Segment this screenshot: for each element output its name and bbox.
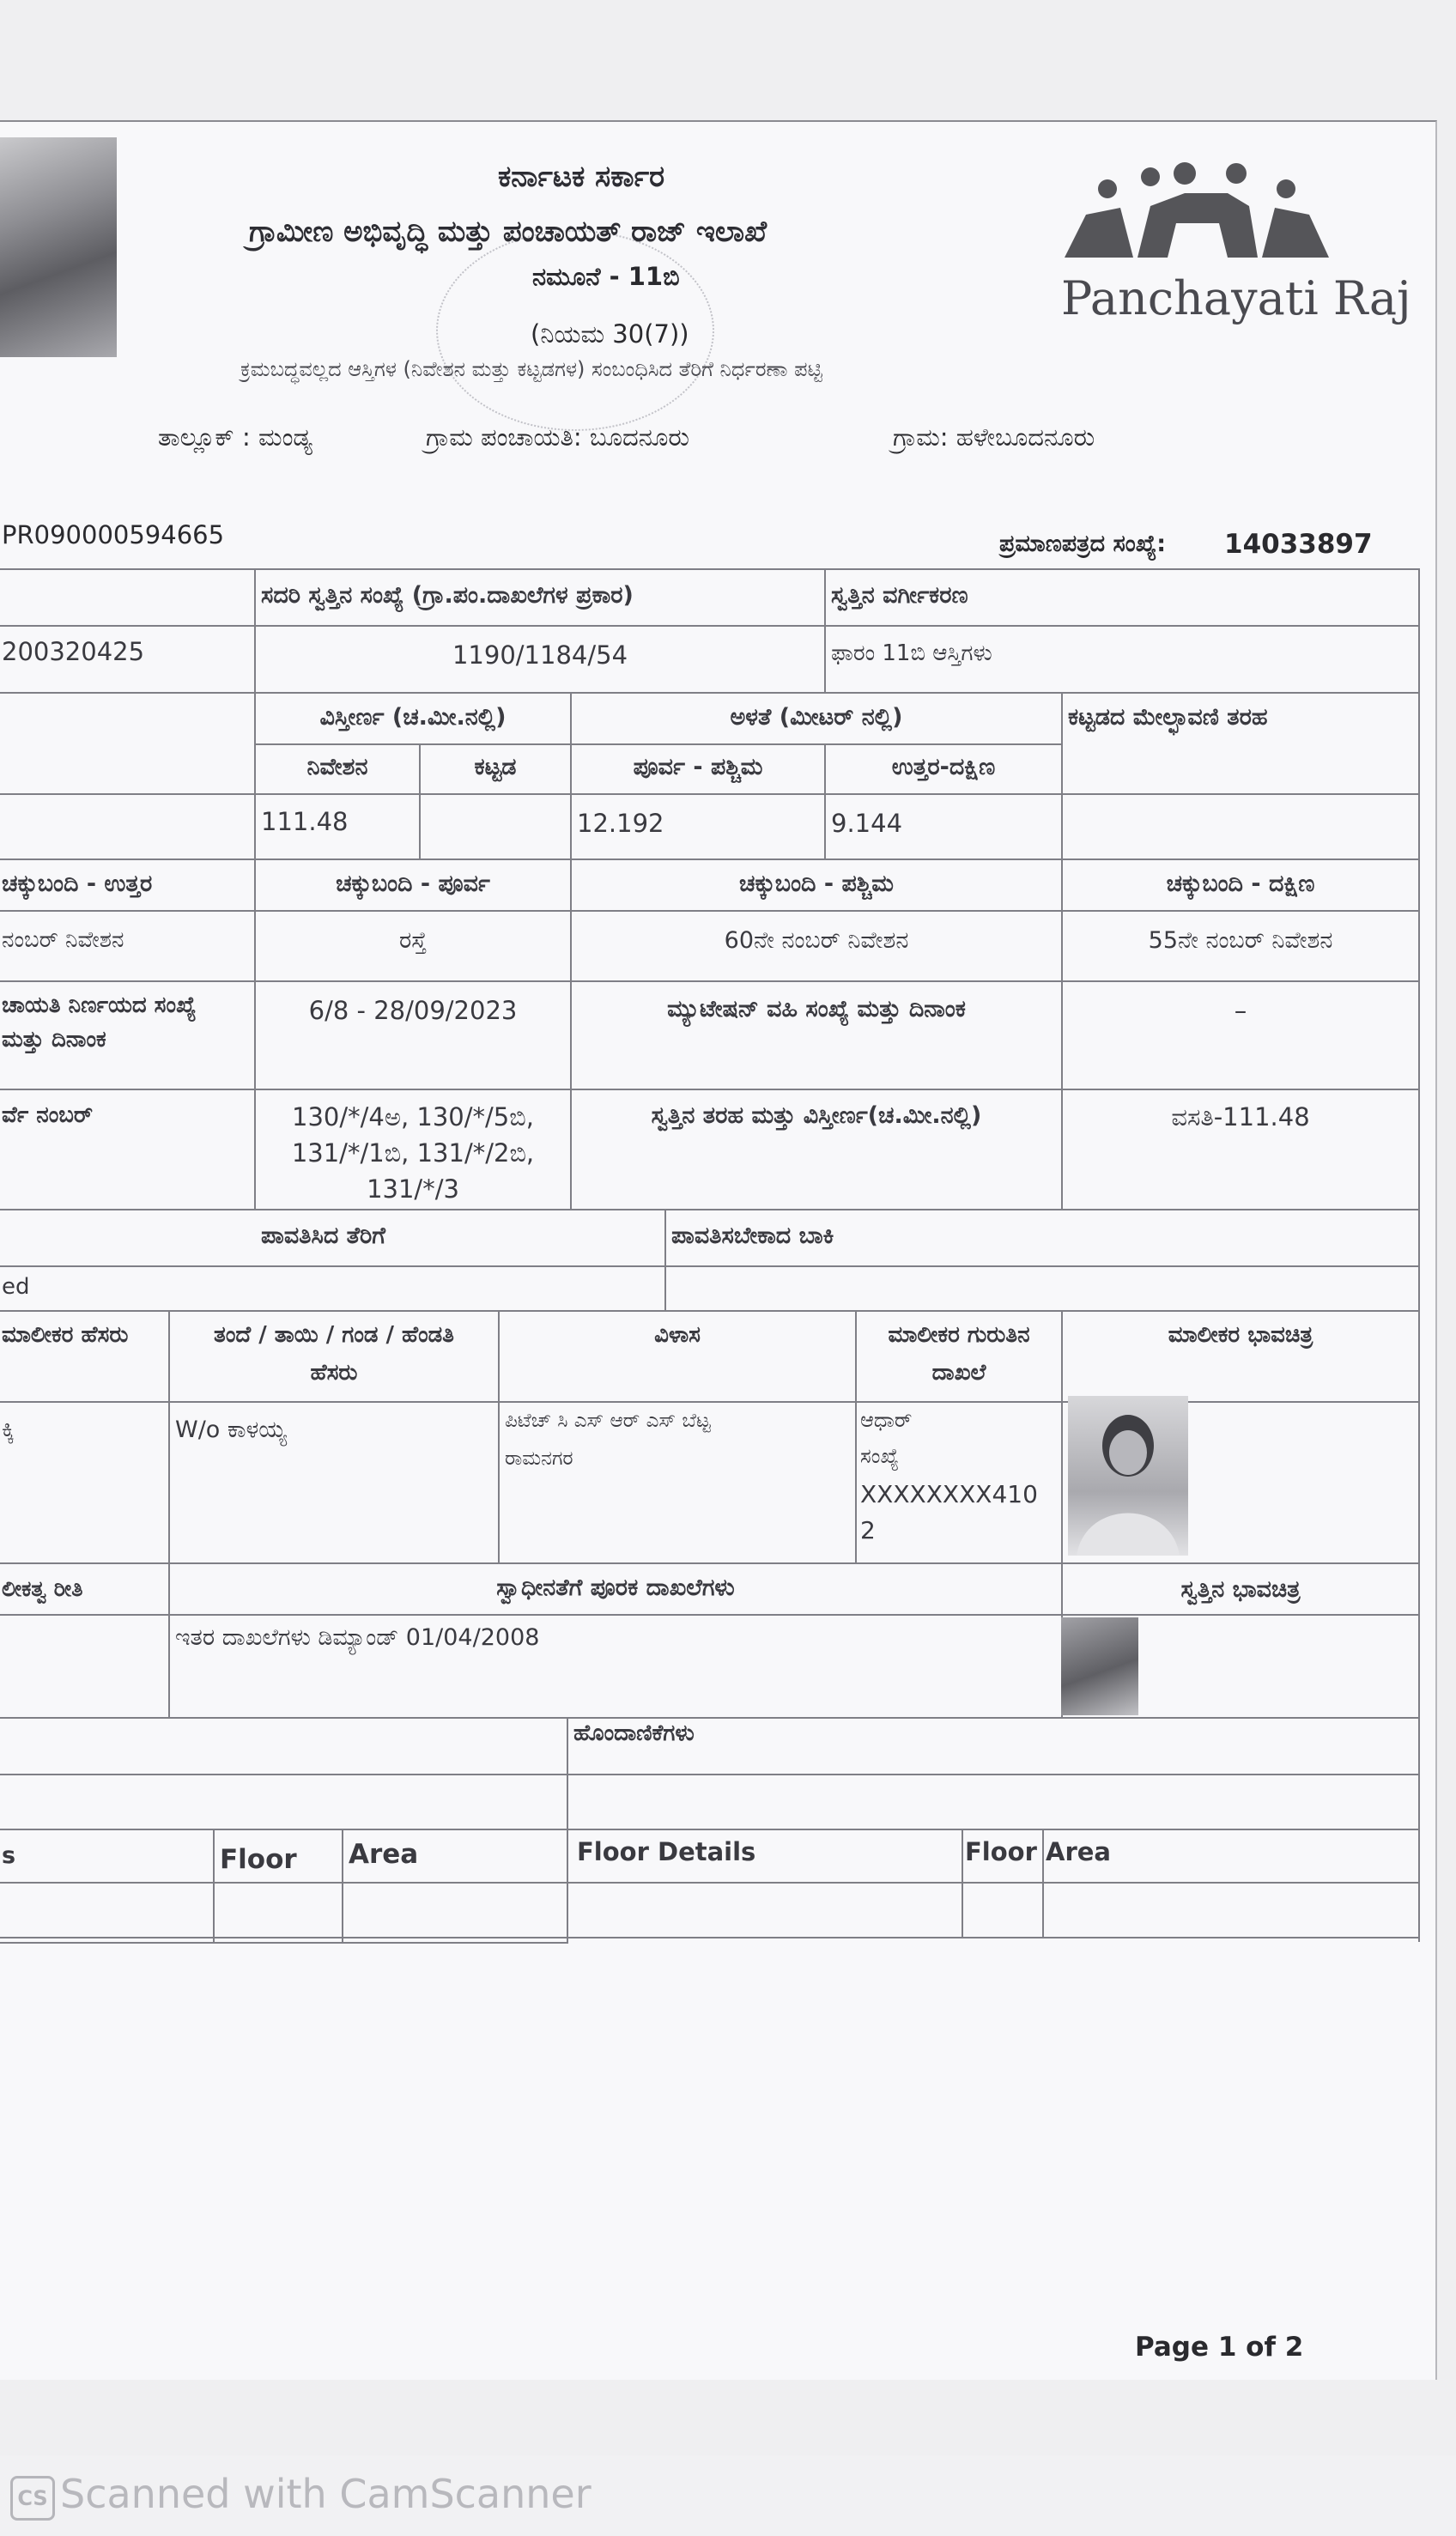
tax-side-label: ed (2, 1274, 30, 1300)
address-header: ವಿಳಾಸ (654, 1322, 701, 1348)
boundary-east-header: ಚಕ್ಕುಬಂದಿ - ಪೂರ್ವ (336, 871, 490, 897)
relative-name-header: ತಂದೆ / ತಾಯಿ / ಗಂಡ / ಹೆಂಡತಿ (214, 1322, 454, 1348)
site-header: ನಿವೇಶನ (306, 754, 368, 780)
relative-name-header-2: ಹೆಸರು (310, 1360, 358, 1386)
east-west-value: 12.192 (577, 809, 664, 838)
camscanner-logo-icon: CS (10, 2476, 55, 2521)
north-south-value: 9.144 (831, 809, 903, 838)
boundary-north: ನಂಬರ್ ನಿವೇಶನ (2, 927, 124, 953)
property-photo-header: ಸ್ವತ್ತಿನ ಭಾವಚಿತ್ರ (1180, 1576, 1301, 1603)
certificate-label: ಪ್ರಮಾಣಪತ್ರದ ಸಂಖ್ಯೆ: (999, 531, 1166, 557)
boundary-south-header: ಚಕ್ಕುಬಂದಿ - ದಕ್ಷಿಣ (1166, 871, 1315, 897)
owner-address-1: ಪಿಟೆಚ್ ಸಿ ಎಸ್ ಆರ್ ಎಸ್ ಬೆಟ್ಟ (505, 1410, 711, 1432)
panchayati-raj-logo-icon (1056, 155, 1331, 266)
boundary-west: 60ನೇ ನಂಬರ್ ನಿವೇಶನ (724, 927, 909, 954)
owner-photo (1068, 1396, 1188, 1556)
east-west-header: ಪೂರ್ವ - ಪಶ್ಚಿಮ (633, 754, 763, 780)
tax-paid-header: ಪಾವತಿಸಿದ ತೆರಿಗೆ (261, 1222, 385, 1249)
owner-name-header: ಮಾಲೀಕರ ಹೆಸರು (2, 1322, 129, 1348)
floor-col-right-floor: Floor (965, 1837, 1037, 1866)
property-number-header: ಸದರಿ ಸ್ವತ್ತಿನ ಸಂಖ್ಯೆ (ಗ್ರಾ.ಪಂ.ದಾಖಲೆಗಳ ಪ್ರಕಾರ) (261, 582, 634, 609)
roof-type-header: ಕಟ್ಟಡದ ಮೇಲ್ಛಾವಣಿ ತರಹ (1068, 704, 1268, 731)
owner-photo-header: ಮಾಲೀಕರ ಭಾವಚಿತ್ರ (1168, 1322, 1313, 1348)
supporting-docs-header: ಸ್ವಾಧೀನತೆಗೆ ಪೂರಕ ದಾಖಲೆಗಳು (496, 1574, 735, 1601)
property-class-header: ಸ್ವತ್ತಿನ ವರ್ಗೀಕರಣ (831, 582, 968, 609)
camscanner-watermark: Scanned with CamScanner (60, 2471, 592, 2517)
relative-name: W/o ಕಾಳಯ್ಯ (175, 1417, 287, 1443)
building-header: ಕಟ್ಟಡ (474, 754, 517, 780)
survey-line-3: 131/*/3 (367, 1174, 459, 1204)
property-class: ಫಾರಂ 11ಬಿ ಆಸ್ತಿಗಳು (831, 640, 992, 666)
north-south-header: ಉತ್ತರ-ದಕ್ಷಿಣ (891, 754, 996, 780)
rule-number: (ನಿಯಮ 30(7)) (531, 319, 689, 349)
boundary-east: ರಸ್ತೆ (399, 927, 427, 954)
document-page (0, 120, 1437, 2380)
property-id: PR090000594665 (2, 520, 225, 549)
form-number: ನಮೂನೆ - 11ಬಿ (532, 262, 680, 291)
floor-col-left-area: Area (349, 1839, 419, 1870)
owner-id-type: ಆಧಾರ್ (860, 1408, 913, 1432)
property-photo (1061, 1617, 1138, 1715)
karnataka-emblem (0, 137, 117, 357)
owner-id-header-2: ದಾಖಲೆ (931, 1360, 986, 1386)
dimension-header: ಅಳತೆ (ಮೀಟರ್ ನಲ್ಲಿ) (730, 704, 903, 731)
resolution-header: ಚಾಯತಿ ನಿರ್ಣಯದ ಸಂಖ್ಯೆ (2, 992, 197, 1018)
owner-name: ಕ್ಕಿ (2, 1417, 15, 1442)
owner-address-2: ರಾಮನಗರ (505, 1447, 573, 1470)
dept-title: ಗ್ರಾಮೀಣ ಅಭಿವೃದ್ಧಿ ಮತ್ತು ಪಂಚಾಯತ್ ರಾಜ್ ಇಲಾಖೆ (249, 215, 767, 249)
boundary-north-header: ಚಕ್ಕುಬಂದಿ - ಉತ್ತರ (2, 871, 153, 897)
mutation-value: – (1234, 996, 1247, 1025)
resolution-value: 6/8 - 28/09/2023 (308, 996, 518, 1025)
boundary-south: 55ನೇ ನಂಬರ್ ನಿವೇಶನ (1148, 927, 1333, 954)
coordinates-header: ಹೊಂದಾಣಿಕೆಗಳು (573, 1720, 695, 1746)
floor-col-left-floor: Floor (220, 1844, 297, 1875)
village-label: ಗ್ರಾಮ: ಹಳೇಬೂದನೂರು (893, 422, 1095, 452)
taluk-label: ತಾಲ್ಲೂಕ್ : ಮಂಡ್ಯ (158, 422, 312, 452)
site-area: 111.48 (261, 807, 349, 836)
owner-id-number-2: 2 (860, 1516, 876, 1544)
govt-title: ಕರ್ನಾಟಕ ಸರ್ಕಾರ (498, 160, 665, 194)
survey-header: ರ್ವೆ ನಂಬರ್ (2, 1102, 94, 1128)
property-id-partial: 200320425 (2, 637, 145, 666)
gram-panchayat-label: ಗ್ರಾಮ ಪಂಚಾಯತಿ: ಬೂದನೂರು (426, 422, 689, 452)
property-number: 1190/1184/54 (452, 640, 628, 670)
supporting-docs: ಇತರ ದಾಖಲೆಗಳು ಡಿಮ್ಯಾಂಡ್ 01/04/2008 (175, 1624, 540, 1651)
boundary-west-header: ಚಕ್ಕುಬಂದಿ - ಪಶ್ಚಿಮ (739, 871, 894, 897)
tax-due-header: ಪಾವತಿಸಬೇಕಾದ ಬಾಕಿ (671, 1222, 834, 1249)
floor-col-left-s: s (2, 1842, 16, 1869)
page-number: Page 1 of 2 (1135, 2332, 1304, 2363)
property-type-header: ಸ್ವತ್ತಿನ ತರಹ ಮತ್ತು ವಿಸ್ತೀರ್ಣ(ಚ.ಮೀ.ನಲ್ಲಿ) (651, 1102, 982, 1129)
logo-text: Panchayati Raj (1061, 271, 1411, 325)
owner-id-header: ಮಾಲೀಕರ ಗುರುತಿನ (888, 1322, 1030, 1348)
area-header: ವಿಸ್ತೀರ್ಣ (ಚ.ಮೀ.ನಲ್ಲಿ) (319, 704, 507, 731)
form-description: ಕ್ರಮಬದ್ಧವಲ್ಲದ ಆಸ್ತಿಗಳ (ನಿವೇಶನ ಮತ್ತು ಕಟ್ಟಡಗಳ) ಸಂಬಂಧಿಸಿದ ತೆರಿಗೆ ನಿರ್ಧರಣಾ ಪಟ್ಟಿ (240, 357, 822, 381)
owner-id-type-2: ಸಂಖ್ಯೆ (860, 1444, 900, 1468)
survey-line-2: 131/*/1ಬಿ, 131/*/2ಬಿ, (291, 1138, 535, 1168)
floor-col-right-area: Area (1046, 1837, 1111, 1866)
floor-details-header: Floor Details (577, 1837, 756, 1866)
mutation-header: ಮ್ಯುಟೇಷನ್ ವಹಿ ಸಂಖ್ಯೆ ಮತ್ತು ದಿನಾಂಕ (667, 996, 966, 1022)
certificate-number: 14033897 (1224, 529, 1373, 560)
ownership-mode-header: ಲೀಕತ್ವ ರೀತಿ (2, 1576, 83, 1601)
resolution-header-2: ಮತ್ತು ದಿನಾಂಕ (2, 1027, 106, 1053)
survey-line-1: 130/*/4ಅ, 130/*/5ಬಿ, (292, 1102, 534, 1131)
property-type-value: ವಸತಿ-111.48 (1171, 1102, 1310, 1131)
owner-id-number: XXXXXXXX410 (860, 1480, 1038, 1508)
